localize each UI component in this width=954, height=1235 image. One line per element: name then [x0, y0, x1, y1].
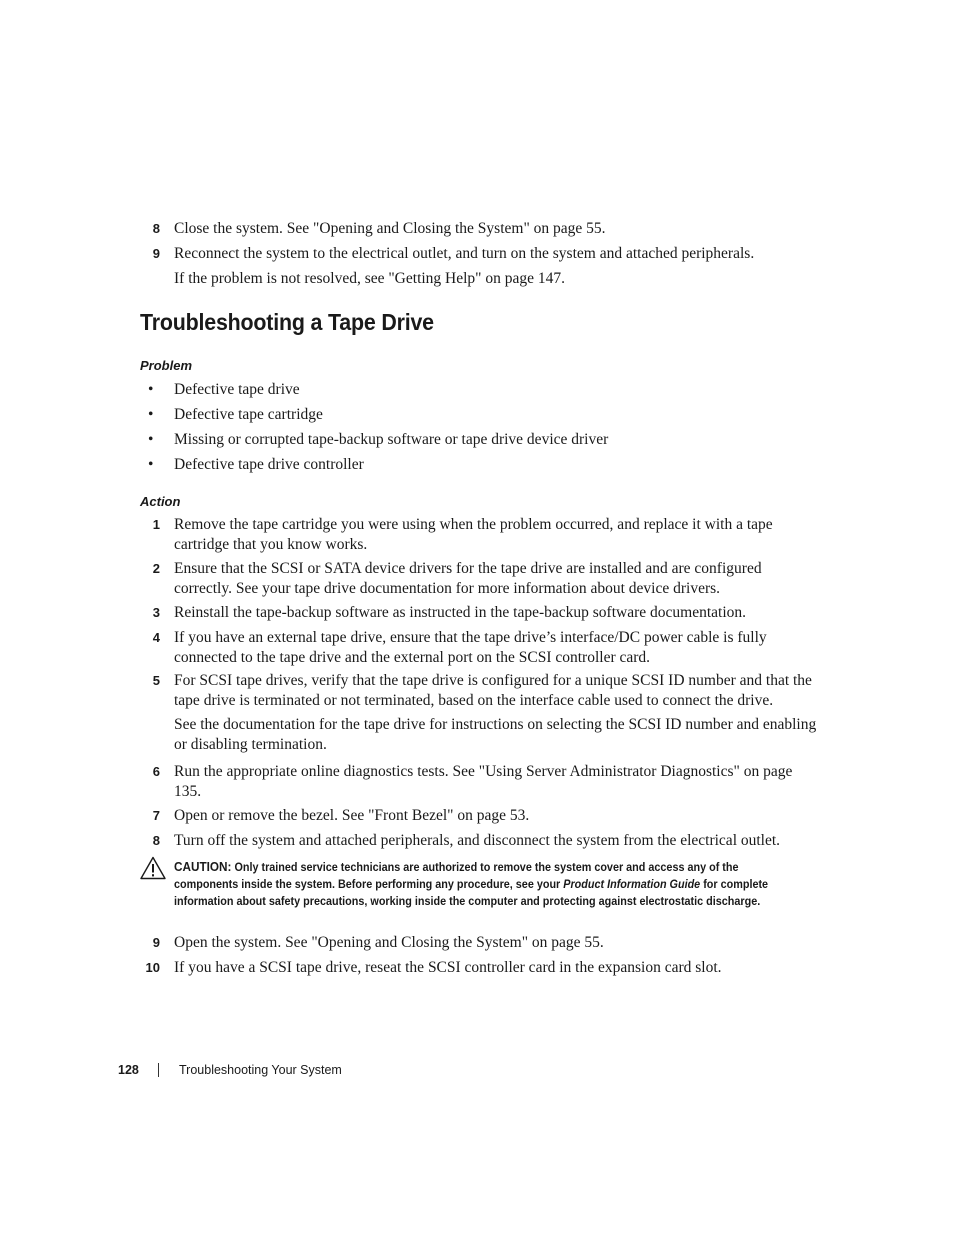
warning-triangle-icon: [140, 856, 166, 880]
step-text: Remove the tape cartridge you were using when the problem occurred, and replace it with a tape cartridge that you know works.: [174, 516, 773, 553]
step-number: 2: [152, 561, 160, 576]
footer-divider: [158, 1063, 159, 1077]
action-label: Action: [140, 494, 181, 509]
page-number: 128: [118, 1063, 139, 1077]
top-note: If the problem is not resolved, see "Getting Help" on page 147.: [174, 270, 566, 287]
product-information-guide: Product Information Guide: [563, 879, 701, 891]
step-text: If you have a SCSI tape drive, reseat the SCSI controller card in the expansion card slot.: [174, 959, 722, 976]
step-text: Open the system. See "Opening and Closing the System" on page 55.: [174, 934, 604, 951]
step-text: If you have an external tape drive, ensure that the tape drive’s interface/DC power cable is fully connected to the tape drive and the external port on the SCSI controller card.: [174, 629, 767, 666]
caution-text: [174, 859, 780, 911]
step-text: Run the appropriate online diagnostics tests. See "Using Server Administrator Diagnostics" on page 135.: [174, 763, 793, 800]
step-text: Close the system. See "Opening and Closing the System" on page 55.: [174, 220, 606, 237]
step-number: 4: [152, 630, 160, 645]
step-text: Reconnect the system to the electrical outlet, and turn on the system and attached peripherals.: [174, 245, 755, 262]
step-number: 3: [152, 605, 160, 620]
step-number: 7: [152, 808, 160, 823]
page-footer: [118, 1061, 342, 1079]
caution-body-start: Only trained service technicians are authorized to remove the system cover and access any of the components inside the system. Before performing any procedure, see your: [174, 862, 739, 891]
bullet-marker: •: [148, 381, 154, 398]
step-5-note: See the documentation for the tape drive for instructions on selecting the SCSI ID number and enabling or disabling termination.: [174, 716, 817, 753]
bullet-marker: •: [148, 406, 154, 423]
step-text: Open or remove the bezel. See "Front Bezel" on page 53.: [174, 807, 530, 824]
step-number: 10: [145, 960, 160, 975]
step-number: 8: [152, 221, 160, 236]
caution-label: CAUTION:: [174, 860, 232, 874]
step-text: Reinstall the tape-backup software as instructed in the tape-backup software documentation.: [174, 604, 747, 621]
step-number: 8: [152, 833, 160, 848]
step-text: Ensure that the SCSI or SATA device drivers for the tape drive are installed and are configured correctly. See your tape drive documentation for more information about device drivers.: [174, 560, 762, 597]
step-text: For SCSI tape drives, verify that the tape drive is configured for a unique SCSI ID number and that the tape drive is terminated or not terminated, based on the interface cable used to connect the drive.: [174, 672, 812, 709]
problem-text: Defective tape drive controller: [174, 456, 364, 473]
problem-text: Missing or corrupted tape-backup software or tape drive device driver: [174, 431, 609, 448]
section-heading: Troubleshooting a Tape Drive: [140, 309, 434, 335]
caution-body-end: for complete information about safety precautions, working inside the computer and protecting against electrostatic discharge.: [174, 879, 769, 908]
step-number: 9: [152, 935, 160, 950]
problem-label: Problem: [140, 358, 193, 373]
problem-text: Defective tape cartridge: [174, 406, 323, 423]
step-number: 6: [152, 764, 160, 779]
step-number: 9: [152, 246, 160, 261]
step-number: 5: [152, 673, 160, 688]
bullet-marker: •: [148, 456, 154, 473]
problem-text: Defective tape drive: [174, 381, 300, 398]
step-text: Turn off the system and attached peripherals, and disconnect the system from the electrical outlet.: [174, 832, 781, 849]
footer-section-title: Troubleshooting Your System: [179, 1063, 342, 1077]
bullet-marker: •: [148, 431, 154, 448]
step-number: 1: [152, 517, 160, 532]
